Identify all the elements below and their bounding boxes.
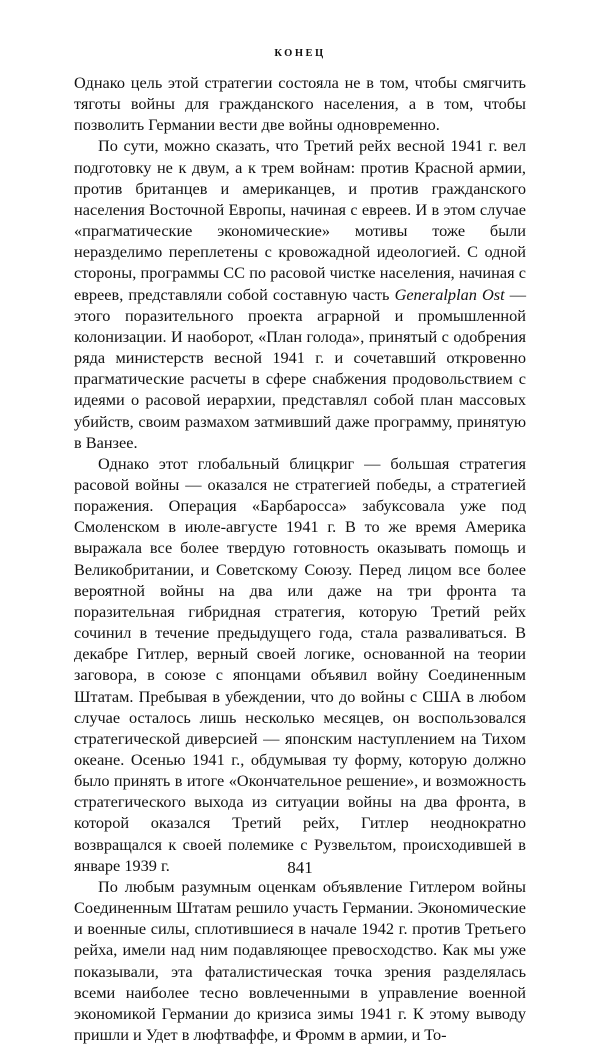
paragraph-1: Однако цель этой стратегии состояла не в том, чтобы смягчить тяготы войны для гражданского населения, а в том, чтобы позволить Германии вести две войны одновременно. (74, 73, 526, 135)
paragraph-2-italic-term: Generalplan Ost (394, 284, 505, 304)
page-number: 841 (287, 858, 313, 877)
paragraph-2 (74, 135, 526, 452)
paragraph-3: Однако этот глобальный блицкриг — большая стратегия расовой войны — оказался не стратегией победы, а стратегией поражения. Операция «Барбаросса» забуксовала уже под Смоленском в июле-августе 1941 г. В то же время Америка выражала все более твердую готовность оказывать помощь и Великобритании, и Советскому Союзу. Перед лицом все более вероятной войны на два или даже на три фронта та поразительная гибридная стратегия, которую Третий рейх сочинил в течение предыдущего года, стала разваливаться. В декабре Гитлер, верный своей логике, основанной на теории заговора, в союзе с японцами объявил войну Соединенным Штатам. Пребывая в убеждении, что до войны с США в любом случае осталось лишь несколько месяцев, он воспользовался стратегической диверсией — японским наступлением на Тихом океане. Осенью 1941 г., обдумывая ту форму, которую должно было принять в итоге «Окончательное решение», и возможность стратегического выхода из ситуации войны на два фронта, в которой оказался Третий рейх, Гитлер неоднократно возвращался к своей полемике с Рузвельтом, происходившей в январе 1939 г. (74, 453, 526, 875)
body-text (74, 72, 526, 1045)
paragraph-4: По любым разумным оценкам объявление Гитлером войны Соединенным Штатам решило участь Германии. Экономические и военные силы, сплотившиеся в начале 1942 г. против Третьего рейха, имели над ним подавляющее превосходство. Как мы уже показывали, эта фаталистическая точка зрения разделялась всеми наиболее тесно вовлеченными в управление военной экономикой Германии до кризиса зимы 1941 г. К этому выводу пришли и Удет в люфтваффе, и Фромм в армии, и То- (74, 876, 526, 1045)
paragraph-2-text-after: — этого поразительного проекта аграрной и промышленной колонизации. И наоборот, «План голода», принятый с одобрения ряда министерств весной 1941 г. и сочетавший откровенно прагматические расчеты в сфере снабжения продовольствием с идеями о расовой иерархии, представлял собой план массовых убийств, своим размахом затмивший даже программу, принятую в Ванзее. (74, 284, 526, 452)
paragraph-2-text-before: По сути, можно сказать, что Третий рейх весной 1941 г. вел подготовку не к двум, а к трем войнам: против Красной армии, против британцев и американцев, и против гражданского населения Восточной Европы, начиная с евреев. И в этом случае «прагматические экономические» мотивы тоже были неразделимо переплетены с кровожадной идеологией. С одной стороны, программы СС по расовой чистке населения, начиная с евреев, представляли собой составную часть (74, 136, 526, 304)
running-head: КОНЕЦ (274, 48, 326, 59)
